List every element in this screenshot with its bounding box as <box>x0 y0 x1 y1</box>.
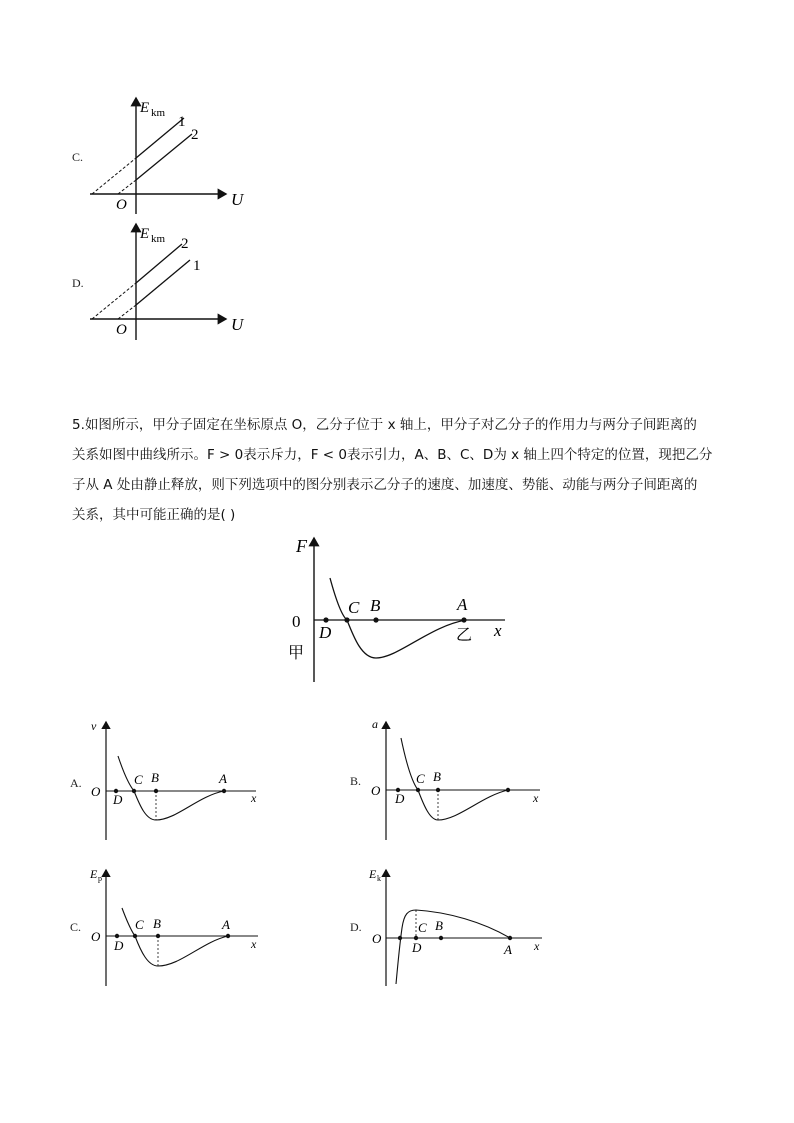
origin-label: O <box>116 322 127 338</box>
option-d-label: D. <box>72 276 84 290</box>
point-c <box>344 617 349 622</box>
point-b <box>439 936 443 940</box>
line-2-extension <box>92 283 136 319</box>
point-a-label: A <box>504 942 512 957</box>
point-a-label: A <box>222 917 230 932</box>
line-2-extension <box>118 180 136 194</box>
x-axis-label: x <box>534 939 540 953</box>
molecule-yi-label: 乙 <box>456 627 473 644</box>
point-a <box>506 788 510 792</box>
line-1-extension <box>92 158 136 194</box>
origin-label: O <box>116 197 127 213</box>
line-2 <box>136 134 192 180</box>
y-axis-label-sub: k <box>377 874 381 883</box>
point-d-label: D <box>113 792 123 807</box>
point-a-label: A <box>219 771 227 786</box>
question-5 <box>72 410 727 530</box>
question-line: 关系如图中曲线所示。F > 0表示斥力，F < 0表示引力，A、B、C、D为 x 轴上四个特定的位置，现把乙分 <box>72 447 713 463</box>
origin-label: 0 <box>292 612 301 631</box>
question-line: 关系，其中可能正确的是( ) <box>72 507 236 523</box>
choice-d-graph <box>368 862 548 990</box>
point-b-label: B <box>433 769 441 784</box>
point-d-label: D <box>395 791 405 806</box>
choice-d-label: D. <box>350 920 362 934</box>
y-axis-label: E <box>140 226 150 242</box>
line-2-label: 2 <box>181 236 189 252</box>
point-a <box>226 934 230 938</box>
line-2-label: 2 <box>191 127 199 143</box>
molecule-jia-label: 甲 <box>288 645 305 662</box>
origin-label: O <box>372 931 382 946</box>
velocity-curve <box>118 756 224 820</box>
point-d <box>398 936 402 940</box>
point-a <box>461 617 466 622</box>
choice-b-label: B. <box>350 774 362 788</box>
point-a <box>222 789 226 793</box>
origin-label: O <box>91 929 101 944</box>
line-1 <box>136 118 184 158</box>
y-axis-label: E <box>90 867 98 881</box>
choice-a-graph <box>88 712 268 844</box>
option-c-graph <box>86 92 256 217</box>
point-c-label: C <box>134 772 143 787</box>
x-axis-label: x <box>494 621 502 640</box>
y-axis-label-sub: km <box>151 107 166 119</box>
force-curve <box>330 578 466 658</box>
x-axis-label: U <box>231 190 244 209</box>
choice-c-graph <box>88 862 268 990</box>
point-d-label: D <box>319 623 332 642</box>
point-d-label: D <box>412 940 422 955</box>
line-1-label: 1 <box>178 114 186 130</box>
point-b <box>373 617 378 622</box>
y-axis-label: a <box>372 717 378 731</box>
point-b <box>436 788 440 792</box>
choice-c-label: C. <box>70 920 82 934</box>
point-b-label: B <box>153 916 161 931</box>
x-axis-label: U <box>231 315 244 334</box>
question-line: 子从 A 处由静止释放，则下列选项中的图分别表示乙分子的速度、加速度、势能、动能与两分子间距离的 <box>72 477 698 493</box>
y-axis-label: v <box>91 719 97 733</box>
point-b-label: B <box>151 770 159 785</box>
point-c-label: C <box>416 771 425 786</box>
y-axis-label: E <box>140 100 150 116</box>
choice-a-label: A. <box>70 776 82 790</box>
line-1-extension <box>118 305 136 319</box>
point-c-label: C <box>135 917 144 932</box>
point-c <box>132 789 136 793</box>
point-c-label: C <box>348 598 360 617</box>
point-a-label: A <box>457 595 468 614</box>
question-line: 5.如图所示，甲分子固定在坐标原点 O，乙分子位于 x 轴上，甲分子对乙分子的作用力与两分子间距离的 <box>72 417 697 433</box>
x-axis-label: x <box>251 791 257 805</box>
option-c-label: C. <box>72 150 84 164</box>
point-d <box>323 617 328 622</box>
line-1-label: 1 <box>193 258 201 274</box>
choice-b-graph <box>368 712 548 844</box>
x-axis-label: x <box>251 937 257 951</box>
x-axis-label: x <box>533 791 539 805</box>
origin-label: O <box>91 784 101 799</box>
force-distance-figure <box>280 530 520 685</box>
point-c-label: C <box>418 920 427 935</box>
option-d-graph <box>86 218 256 343</box>
point-b-label: B <box>435 918 443 933</box>
y-axis-label: F <box>296 536 307 556</box>
point-c <box>133 934 137 938</box>
origin-label: O <box>371 783 381 798</box>
point-b-label: B <box>370 596 381 615</box>
y-axis-label: E <box>369 867 377 881</box>
point-a <box>508 936 512 940</box>
y-axis-label-sub: p <box>98 874 102 883</box>
point-b <box>156 934 160 938</box>
point-c <box>416 788 420 792</box>
line-2 <box>136 244 182 283</box>
point-b <box>154 789 158 793</box>
line-1 <box>136 260 190 305</box>
point-d-label: D <box>114 938 124 953</box>
y-axis-label-sub: km <box>151 233 166 245</box>
